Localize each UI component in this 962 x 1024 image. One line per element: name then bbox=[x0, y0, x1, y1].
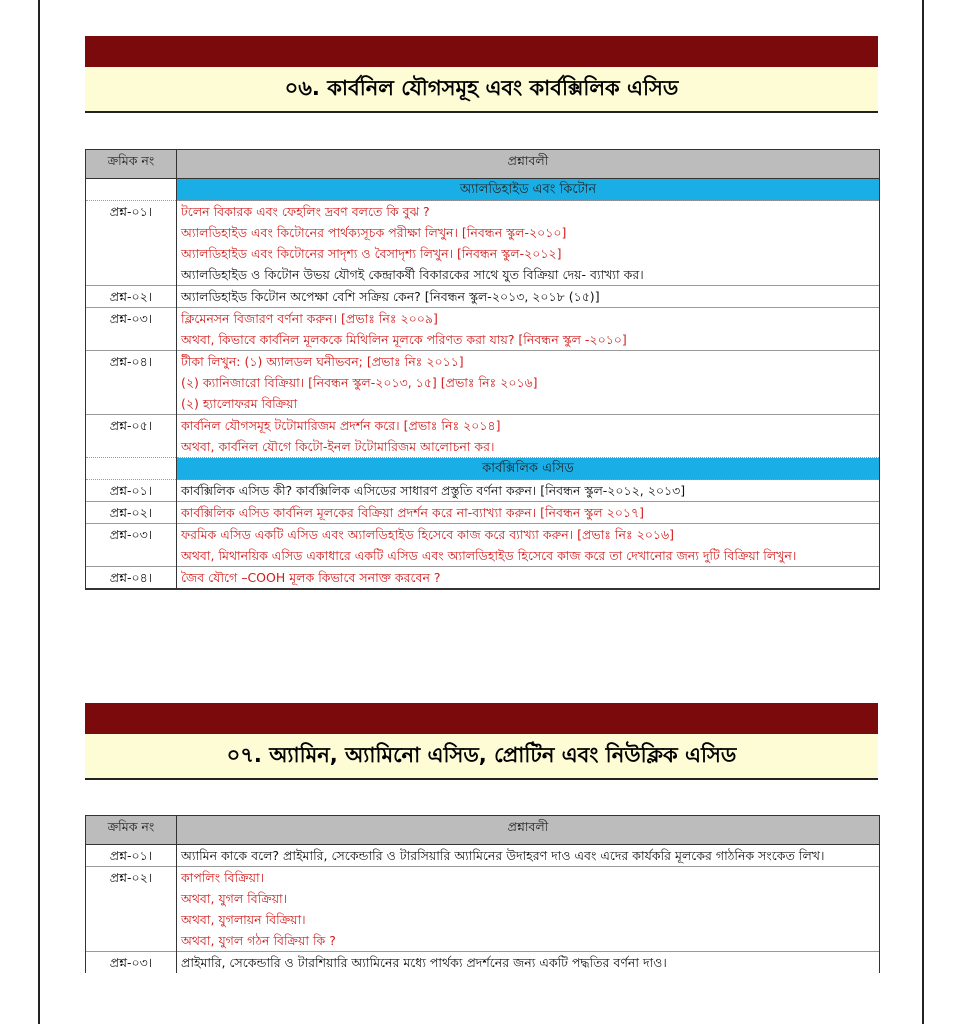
question-cell bbox=[177, 867, 880, 952]
section-heading-carboxylic-acid: কার্বক্সিলিক এসিড bbox=[177, 458, 880, 480]
question-cell bbox=[177, 308, 880, 351]
table-row bbox=[86, 286, 880, 308]
question-line: (২) হ্যালোফরম বিক্রিয়া bbox=[181, 396, 298, 411]
table-row bbox=[86, 524, 880, 567]
question-line: অ্যামিন কাকে বলে? প্রাইমারি, সেকেন্ডারি ও টারসিয়ারি অ্যামিনের উদাহরণ দাও এবং এদের কার্যকরি মূলকের গাঠনিক সংকেত লিখ। bbox=[181, 848, 825, 863]
question-serial: প্রশ্ন-০৪। bbox=[86, 567, 177, 590]
question-cell bbox=[177, 286, 880, 308]
question-serial: প্রশ্ন-০৫। bbox=[86, 415, 177, 458]
section-heading-row bbox=[86, 458, 880, 480]
question-line: কার্বনিল যৌগসমূহ টটোমারিজম প্রদর্শন করে। [প্রভাঃ নিঃ ২০১৪] bbox=[181, 418, 501, 433]
chapter-title: ০৭. অ্যামিন, অ্যামিনো এসিড, প্রোটিন এবং নিউক্লিক এসিড bbox=[85, 734, 878, 780]
question-line: টলেন বিকারক এবং ফেহলিং দ্রবণ বলতে কি বুঝ ? bbox=[181, 204, 430, 219]
table-row bbox=[86, 845, 880, 867]
question-line: কাপলিং বিক্রিয়া। bbox=[181, 870, 265, 885]
header-serial: ক্রমিক নং bbox=[86, 150, 177, 179]
table-row bbox=[86, 952, 880, 974]
question-line: জৈব যৌগে –COOH মূলক কিভাবে সনাক্ত করবেন ? bbox=[181, 570, 441, 585]
table-row bbox=[86, 415, 880, 458]
question-line: ফরমিক এসিড একটি এসিড এবং অ্যালডিহাইড হিসেবে কাজ করে ব্যাখ্যা করুন। [প্রভাঃ নিঃ ২০১৬] bbox=[181, 527, 674, 542]
table-row bbox=[86, 480, 880, 502]
question-line: (২) ক্যানিজারো বিক্রিয়া। [নিবন্ধন স্কুল-২০১৩, ১৫] [প্রভাঃ নিঃ ২০১৬] bbox=[181, 375, 538, 390]
question-cell bbox=[177, 952, 880, 974]
question-serial: প্রশ্ন-০৩। bbox=[86, 524, 177, 567]
table-row bbox=[86, 502, 880, 524]
question-serial: প্রশ্ন-০১। bbox=[86, 201, 177, 286]
table-header-row bbox=[86, 816, 880, 845]
question-serial: প্রশ্ন-০২। bbox=[86, 502, 177, 524]
question-line: প্রাইমারি, সেকেন্ডারি ও টারশিয়ারি অ্যামিনের মধ্যে পার্থক্য প্রদর্শনের জন্য একটি পদ্ধতির বর্ণনা দাও। bbox=[181, 955, 667, 970]
chapter-banner-dark-strip bbox=[85, 703, 878, 734]
page-border-left bbox=[38, 0, 40, 1024]
question-line: অথবা, যুগল গঠন বিক্রিয়া কি ? bbox=[181, 933, 336, 948]
question-cell bbox=[177, 502, 880, 524]
chapter-title: ০৬. কার্বনিল যৌগসমূহ এবং কার্বক্সিলিক এসিড bbox=[85, 67, 878, 113]
chapter-07-banner bbox=[85, 703, 878, 780]
question-line: টীকা লিখুন: (১) অ্যালডল ঘনীভবন; [প্রভাঃ নিঃ ২০১১] bbox=[181, 354, 464, 369]
question-line: অথবা, কিভাবে কার্বনিল মূলককে মিথিলিন মূলকে পরিণত করা যায়? [নিবন্ধন স্কুল -২০১০] bbox=[181, 332, 627, 347]
question-line: ক্লিমেনসন বিজারণ বর্ণনা করুন। [প্রভাঃ নিঃ ২০০৯] bbox=[181, 311, 438, 326]
chapter-06-banner bbox=[85, 36, 878, 113]
header-serial: ক্রমিক নং bbox=[86, 816, 177, 845]
chapter-07-question-table bbox=[85, 815, 880, 973]
question-serial: প্রশ্ন-০২। bbox=[86, 286, 177, 308]
question-line: কার্বক্সিলিক এসিড কী? কার্বক্সিলিক এসিডের সাধারণ প্রস্তুতি বর্ণনা করুন। [নিবন্ধন স্কুল-২০১২, ২০১৩] bbox=[181, 483, 686, 498]
question-cell bbox=[177, 201, 880, 286]
question-line: অ্যালডিহাইড ও কিটোন উভয় যৌগই কেন্দ্রাকর্ষী বিকারকের সাথে যুত বিক্রিয়া দেয়- ব্যাখ্যা কর। bbox=[181, 267, 644, 282]
question-serial: প্রশ্ন-০২। bbox=[86, 867, 177, 952]
chapter-06-question-table bbox=[85, 149, 880, 590]
question-serial: প্রশ্ন-০৪। bbox=[86, 351, 177, 415]
question-line: কার্বক্সিলিক এসিড কার্বনিল মূলকের বিক্রিয়া প্রদর্শন করে না-ব্যাখ্যা করুন। [নিবন্ধন স্কুল ২০১৭] bbox=[181, 505, 644, 520]
question-line: অ্যালডিহাইড এবং কিটোনের পার্থক্যসূচক পরীক্ষা লিখুন। [নিবন্ধন স্কুল-২০১০] bbox=[181, 225, 567, 240]
table-row bbox=[86, 351, 880, 415]
question-line: অ্যালডিহাইড কিটোন অপেক্ষা বেশি সক্রিয় কেন? [নিবন্ধন স্কুল-২০১৩, ২০১৮ (১৫)] bbox=[181, 289, 600, 304]
table-row bbox=[86, 308, 880, 351]
question-serial: প্রশ্ন-০৩। bbox=[86, 952, 177, 974]
table-row bbox=[86, 867, 880, 952]
question-cell bbox=[177, 567, 880, 590]
question-line: অথবা, মিথানয়িক এসিড একাধারে একটি এসিড এবং অ্যালডিহাইড হিসেবে কাজ করে তা দেখানোর জন্য দুটি বিক্রিয়া লিখুন। bbox=[181, 548, 797, 563]
question-serial: প্রশ্ন-০১। bbox=[86, 480, 177, 502]
section-heading-blank bbox=[86, 179, 177, 201]
question-cell bbox=[177, 415, 880, 458]
question-cell bbox=[177, 351, 880, 415]
question-cell bbox=[177, 480, 880, 502]
table-row bbox=[86, 201, 880, 286]
question-serial: প্রশ্ন-০৩। bbox=[86, 308, 177, 351]
question-line: অথবা, যুগলায়ন বিক্রিয়া। bbox=[181, 912, 306, 927]
question-cell bbox=[177, 524, 880, 567]
section-heading-row bbox=[86, 179, 880, 201]
page-border-right bbox=[922, 0, 924, 1024]
question-serial: প্রশ্ন-০১। bbox=[86, 845, 177, 867]
chapter-banner-dark-strip bbox=[85, 36, 878, 67]
question-line: অ্যালডিহাইড এবং কিটোনের সাদৃশ্য ও বৈসাদৃশ্য লিখুন। [নিবন্ধন স্কুল-২০১২] bbox=[181, 246, 562, 261]
table-row bbox=[86, 567, 880, 590]
header-questions: প্রশ্নাবলী bbox=[177, 816, 880, 845]
table-header-row bbox=[86, 150, 880, 179]
section-heading-aldehyde-ketone: অ্যালডিহাইড এবং কিটোন bbox=[177, 179, 880, 201]
header-questions: প্রশ্নাবলী bbox=[177, 150, 880, 179]
question-line: অথবা, কার্বনিল যৌগে কিটো-ইনল টটোমারিজম আলোচনা কর। bbox=[181, 439, 495, 454]
question-cell bbox=[177, 845, 880, 867]
section-heading-blank bbox=[86, 458, 177, 480]
question-line: অথবা, যুগল বিক্রিয়া। bbox=[181, 891, 288, 906]
